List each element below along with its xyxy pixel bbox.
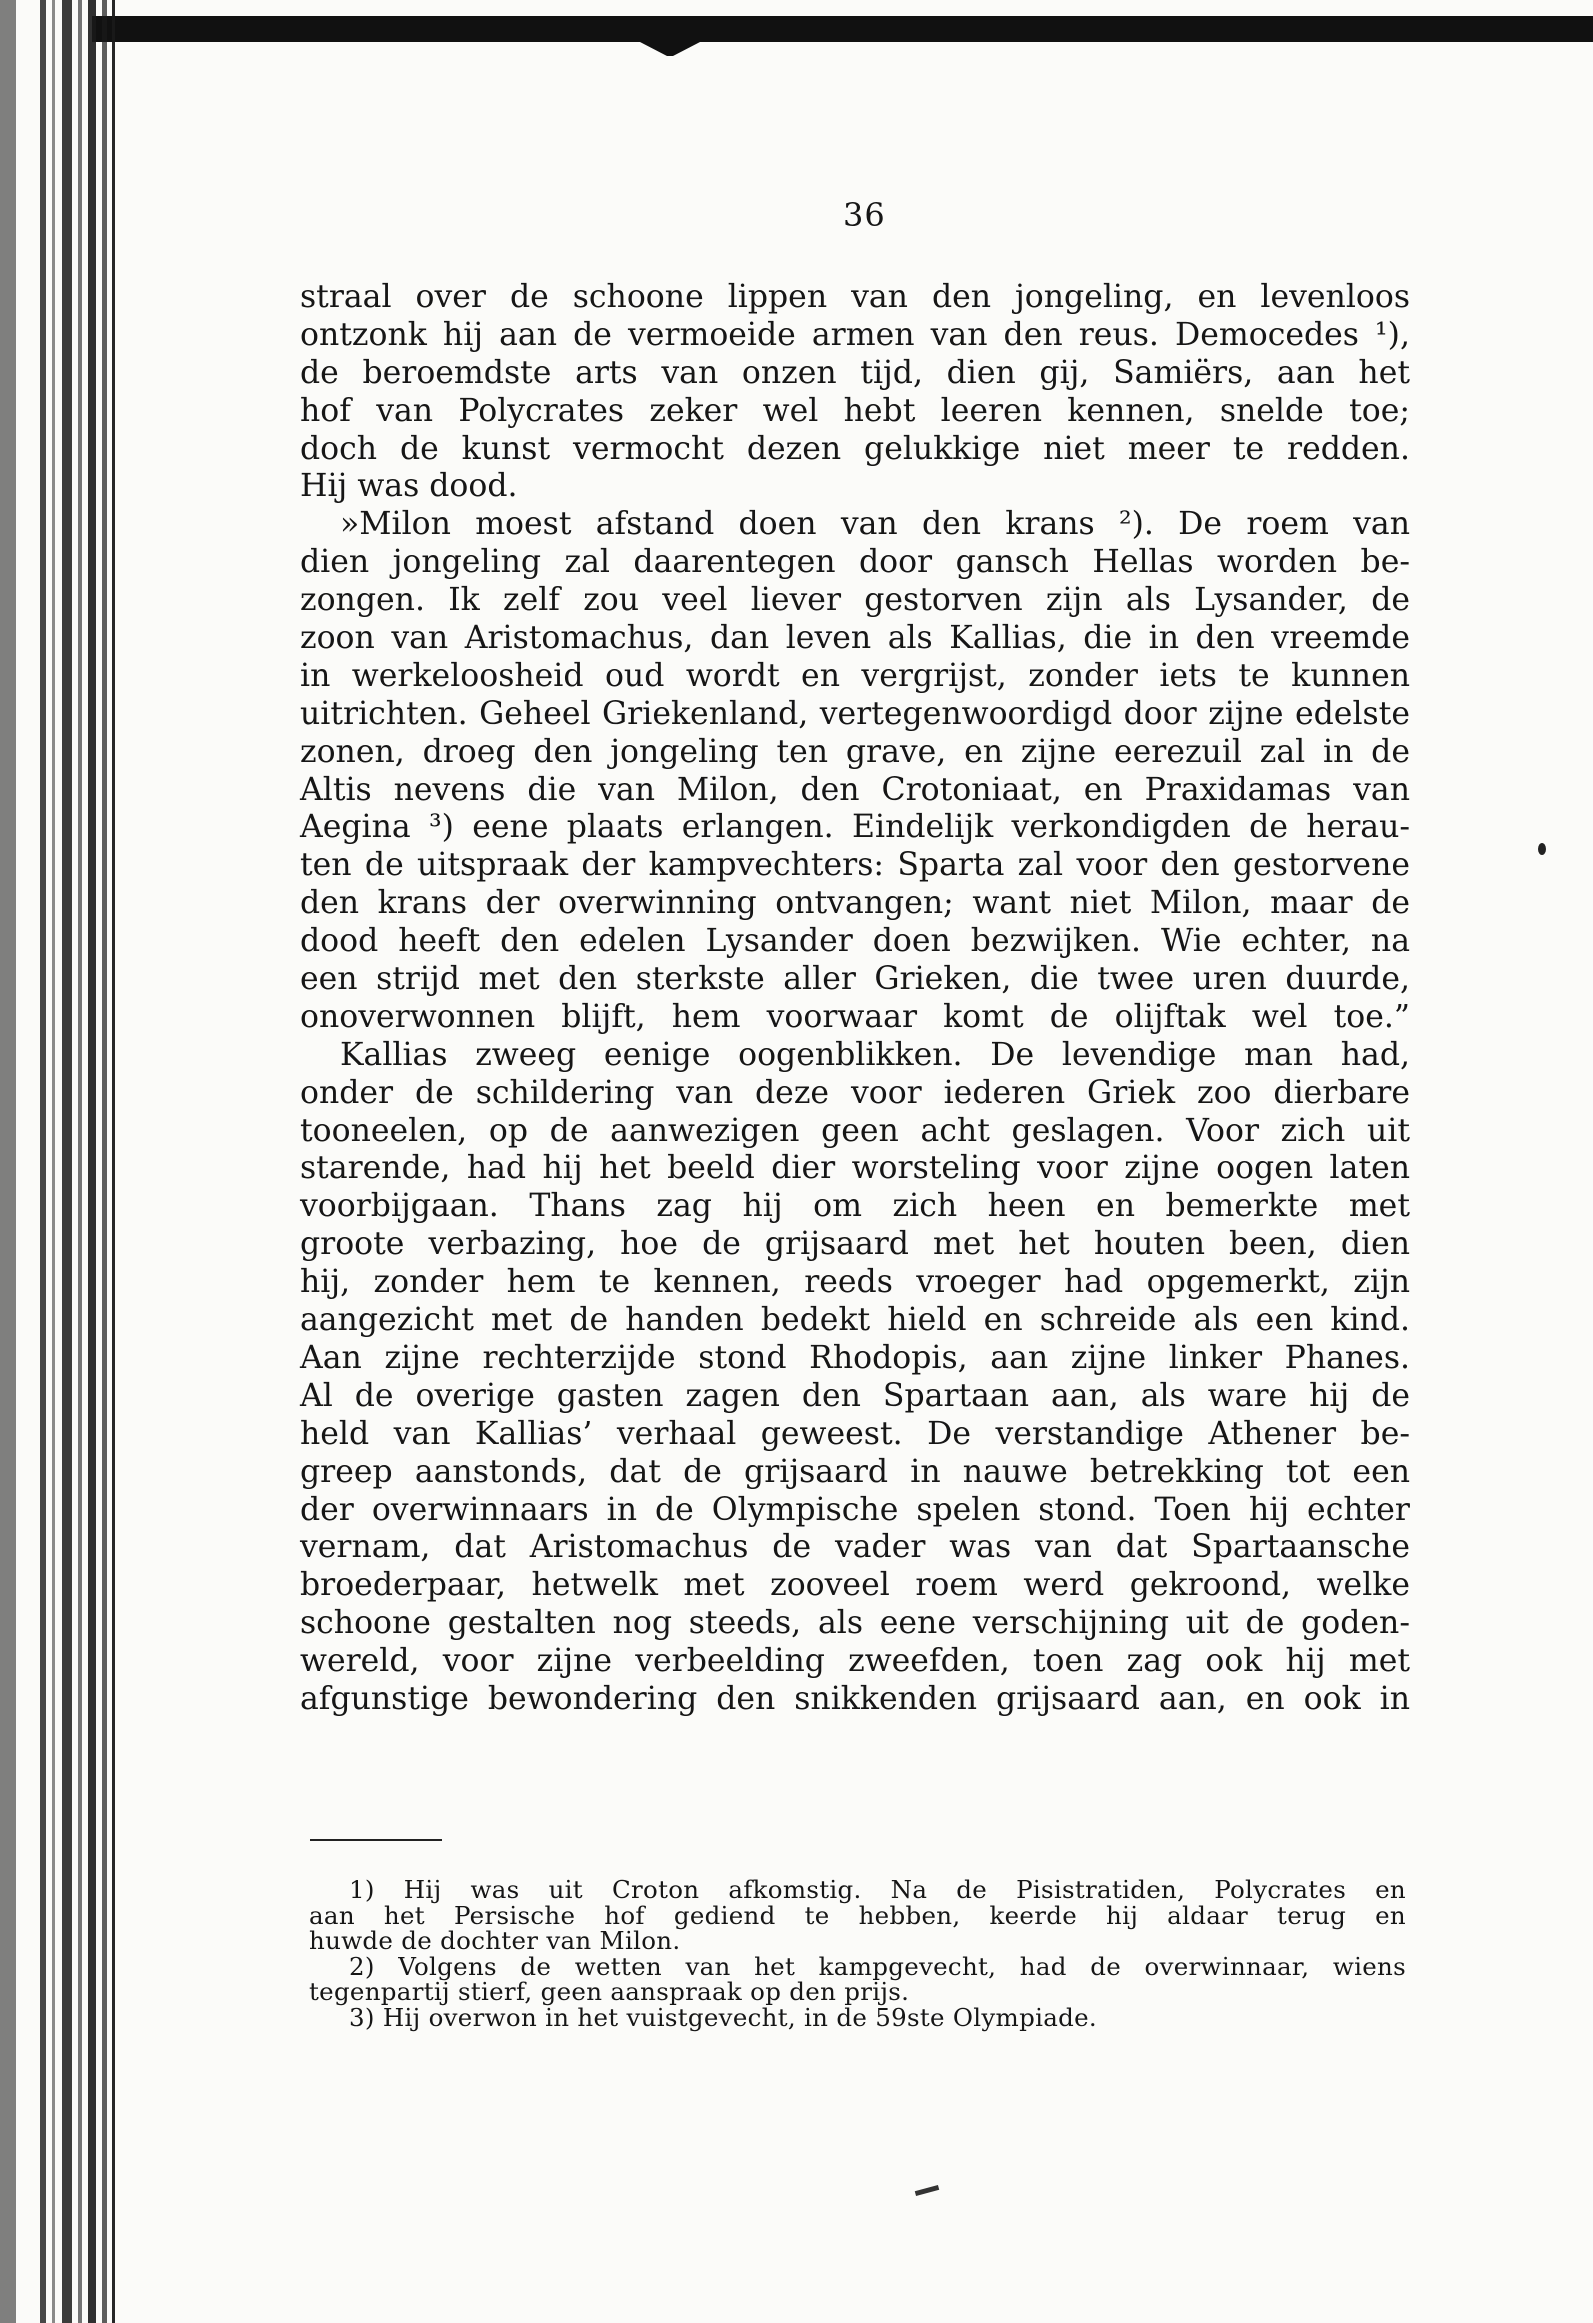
text-line: Al de overige gasten zagen den Spartaan aan, als ware hij de	[300, 1377, 1410, 1414]
text-line: groote verbazing, hoe de grijsaard met het houten been, dien	[300, 1226, 1410, 1263]
text-line: »Milon moest afstand doen van den krans ²). De roem van	[340, 506, 1410, 543]
text-line: greep aanstonds, dat de grijsaard in nauwe betrekking tot een	[300, 1453, 1410, 1490]
footnote-1: 1) Hij was uit Croton afkomstig. Na de Pisistratiden, Polycrates en	[349, 1875, 1406, 1904]
text-line: starende, had hij het beeld dier worsteling voor zijne oogen laten	[300, 1150, 1410, 1187]
text-line: doch de kunst vermocht dezen gelukkige niet meer te redden.	[300, 430, 1410, 467]
scan-binding-gutter	[0, 0, 118, 2323]
text-line: afgunstige bewondering den snikkenden grijsaard aan, en ook in	[300, 1680, 1410, 1717]
text-line: dien jongeling zal daarentegen door gansch Hellas worden be-	[300, 544, 1410, 581]
bottom-ink-mark	[915, 2185, 939, 2196]
margin-ink-spot	[1538, 843, 1546, 855]
text-line: aangezicht met de handen bedekt hield en schreide als een kind.	[300, 1302, 1410, 1339]
text-line: held van Kallias’ verhaal geweest. De verstandige Athener be-	[300, 1415, 1410, 1452]
text-line: in werkeloosheid oud wordt en vergrijst, zonder iets te kunnen	[300, 657, 1410, 694]
footnote-1-cont: huwde de dochter van Milon.	[309, 1926, 681, 1955]
text-line: Aegina ³) eene plaats erlangen. Eindelijk verkondigden de herau-	[300, 809, 1410, 846]
text-line: de beroemdste arts van onzen tijd, dien gij, Samiërs, aan het	[300, 354, 1410, 391]
text-line: een strijd met den sterkste aller Grieken, die twee uren duurde,	[300, 961, 1410, 998]
text-line: ontzonk hij aan de vermoeide armen van den reus. Democedes ¹),	[300, 316, 1410, 353]
footnotes	[309, 1875, 1406, 2032]
text-line: zoon van Aristomachus, dan leven als Kallias, die in den vreemde	[300, 620, 1410, 657]
text-line: Hij was dood.	[300, 468, 518, 505]
text-line: voorbijgaan. Thans zag hij om zich heen en bemerkte met	[300, 1188, 1410, 1225]
scan-top-edge-notch	[640, 42, 700, 56]
footnote-2-cont: tegenpartij stierf, geen aanspraak op den prijs.	[309, 1977, 910, 2006]
footnote-1-cont: aan het Persische hof gediend te hebben, keerde hij aldaar terug en	[309, 1900, 1406, 1930]
page-number: 36	[843, 196, 886, 234]
text-line: onder de schildering van deze voor iederen Griek zoo dierbare	[300, 1074, 1410, 1111]
text-line: onoverwonnen blijft, hem voorwaar komt de olijftak wel toe.”	[300, 998, 1410, 1035]
footnote-separator	[310, 1839, 442, 1841]
text-line: uitrichten. Geheel Griekenland, vertegenwoordigd door zijne edelste	[300, 695, 1410, 732]
footnote-3: 3) Hij overwon in het vuistgevecht, in de 59ste Olympiade.	[349, 2002, 1097, 2032]
text-line: Kallias zweeg eenige oogenblikken. De levendige man had,	[340, 1036, 1410, 1073]
text-line: vernam, dat Aristomachus de vader was van dat Spartaansche	[300, 1529, 1410, 1566]
scan-top-edge	[92, 16, 1593, 42]
text-line: zongen. Ik zelf zou veel liever gestorven zijn als Lysander, de	[300, 582, 1410, 619]
footnote-2: 2) Volgens de wetten van het kampgevecht, had de overwinnaar, wiens	[349, 1951, 1406, 1981]
text-line: der overwinnaars in de Olympische spelen stond. Toen hij echter	[300, 1491, 1410, 1528]
text-line: straal over de schoone lippen van den jongeling, en levenloos	[300, 279, 1410, 315]
text-line: tooneelen, op de aanwezigen geen acht geslagen. Voor zich uit	[300, 1112, 1410, 1149]
text-line: zonen, droeg den jongeling ten grave, en zijne eerezuil zal in de	[300, 733, 1410, 770]
text-line: Altis nevens die van Milon, den Crotoniaat, en Praxidamas van	[300, 771, 1410, 808]
text-line: hof van Polycrates zeker wel hebt leeren kennen, snelde toe;	[300, 392, 1410, 429]
text-line: hij, zonder hem te kennen, reeds vroeger had opgemerkt, zijn	[300, 1264, 1410, 1301]
text-line: ten de uitspraak der kampvechters: Sparta zal voor den gestorvene	[300, 847, 1410, 884]
text-line: schoone gestalten nog steeds, als eene verschijning uit de goden-	[300, 1605, 1410, 1642]
text-line: den krans der overwinning ontvangen; want niet Milon, maar de	[300, 885, 1410, 922]
text-line: Aan zijne rechterzijde stond Rhodopis, aan zijne linker Phanes.	[300, 1339, 1410, 1376]
body-text	[300, 279, 1410, 1719]
text-line: broederpaar, hetwelk met zooveel roem werd gekroond, welke	[300, 1567, 1410, 1604]
text-line: dood heeft den edelen Lysander doen bezwijken. Wie echter, na	[300, 923, 1410, 960]
text-line: wereld, voor zijne verbeelding zweefden, toen zag ook hij met	[300, 1643, 1410, 1680]
